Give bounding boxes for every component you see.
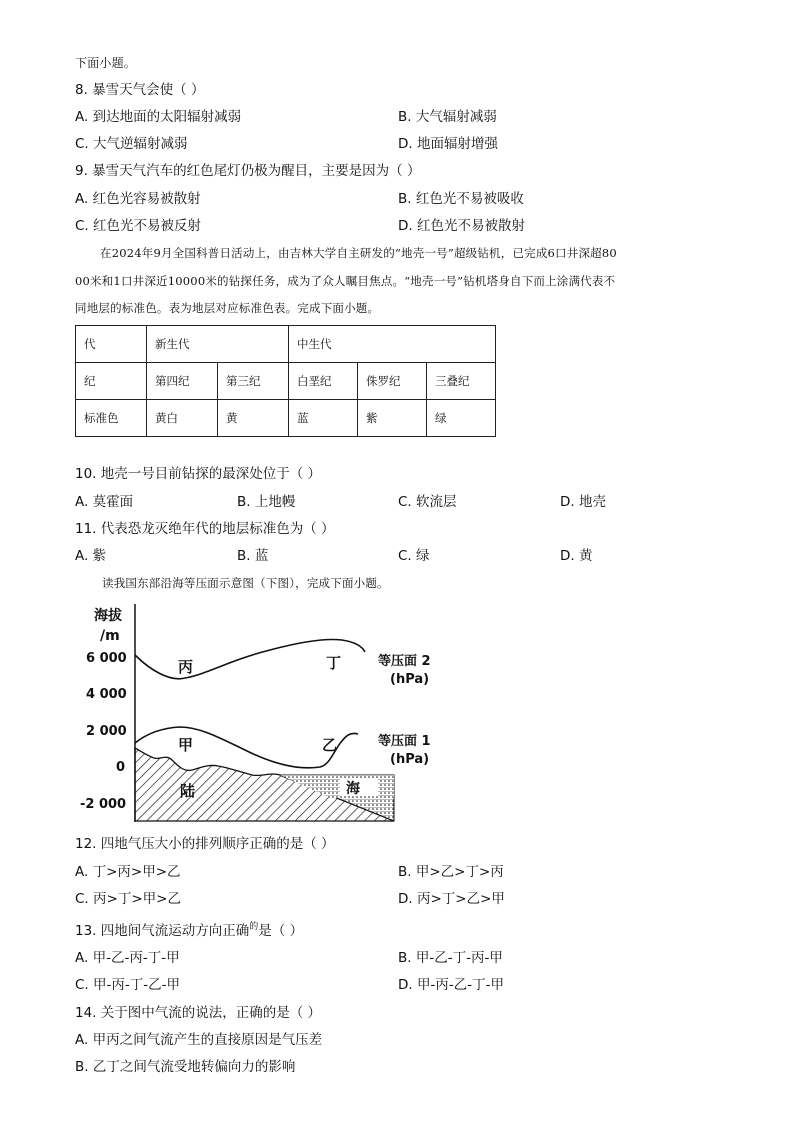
question-10-stem: 10. 地壳一号目前钻探的最深处位于（ ） [75, 466, 322, 482]
passage-2-line-2: 00米和1口井深近10000米的钻探任务，成为了众人瞩目焦点。“地壳一号”钻机塔身自下而上涂满代表不 [75, 274, 616, 288]
question-11-option-d: D. 黄 [560, 548, 593, 564]
question-14-stem: 14. 关于图中气流的说法，正确的是（ ） [75, 1005, 322, 1021]
strata-color-table [75, 325, 496, 437]
question-9-option-b: B. 红色光不易被吸收 [398, 191, 524, 207]
isobaric-surface-diagram [80, 600, 450, 828]
table-cell: 中生代 [289, 326, 496, 363]
passage-2-line-3: 同地层的标准色。表为地层对应标准色表。完成下面小题。 [75, 301, 380, 315]
table-cell: 紫 [358, 400, 427, 437]
label-surface-1-unit: (hPa) [390, 752, 430, 767]
table-cell: 绿 [427, 400, 496, 437]
question-10-option-a: A. 莫霍面 [75, 494, 134, 510]
table-cell: 新生代 [147, 326, 289, 363]
intro-tail: 下面小题。 [75, 56, 137, 70]
question-10-option-c: C. 软流层 [398, 494, 457, 510]
question-12-stem: 12. 四地气压大小的排列顺序正确的是（ ） [75, 836, 335, 852]
question-13-stem-pre: 13. 四地间气流运动方向正确 [75, 923, 250, 939]
question-13-option-c: C. 甲-丙-丁-乙-甲 [75, 977, 180, 993]
table-cell: 黄白 [147, 400, 218, 437]
question-13-option-b: B. 甲-乙-丁-丙-甲 [398, 950, 503, 966]
question-9-option-c: C. 红色光不易被反射 [75, 218, 202, 234]
question-10-option-d: D. 地壳 [560, 494, 606, 510]
label-yi: 乙 [322, 736, 338, 754]
question-13-option-d: D. 甲-丙-乙-丁-甲 [398, 977, 504, 993]
question-8-stem: 8. 暴雪天气会使（ ） [75, 82, 205, 98]
question-9-option-a: A. 红色光容易被散射 [75, 191, 201, 207]
question-8-option-a: A. 到达地面的太阳辐射减弱 [75, 109, 242, 125]
passage-3: 读我国东部沿海等压面示意图（下图），完成下面小题。 [102, 576, 389, 590]
tick-label: 2 000 [86, 724, 127, 739]
question-8-option-c: C. 大气逆辐射减弱 [75, 136, 188, 152]
tick-label: 6 000 [86, 651, 127, 666]
question-9-stem: 9. 暴雪天气汽车的红色尾灯仍极为醒目，主要是因为（ ） [75, 163, 421, 179]
question-8-option-b: B. 大气辐射减弱 [398, 109, 497, 125]
table-cell: 蓝 [289, 400, 358, 437]
question-11-option-c: C. 绿 [398, 548, 430, 564]
question-9-option-d: D. 红色光不易被散射 [398, 218, 525, 234]
passage-2-line-1: 在2024年9月全国科普日活动上，由吉林大学自主研发的“地壳一号”超级钻机，已完成6口井深超80 [100, 246, 617, 260]
table-cell: 三叠纪 [427, 363, 496, 400]
question-11-option-a: A. 紫 [75, 548, 107, 564]
table-cell: 第四纪 [147, 363, 218, 400]
table-cell: 第三纪 [218, 363, 289, 400]
tick-label: -2 000 [80, 797, 127, 812]
label-jia: 甲 [178, 736, 194, 754]
label-surface-1: 等压面 1 [378, 734, 431, 749]
label-bing: 丙 [178, 658, 194, 676]
question-14-option-b: B. 乙丁之间气流受地转偏向力的影响 [75, 1059, 296, 1075]
question-10-option-b: B. 上地幔 [237, 494, 296, 510]
question-12-option-c: C. 丙>丁>甲>乙 [75, 891, 181, 907]
table-cell: 代 [76, 326, 147, 363]
label-surface-2: 等压面 2 [378, 654, 431, 669]
question-12-option-d: D. 丙>丁>乙>甲 [398, 891, 505, 907]
axis-title-altitude: 海拔 [94, 608, 122, 624]
table-cell: 侏罗纪 [358, 363, 427, 400]
tick-label: 4 000 [86, 687, 127, 702]
tick-label: 0 [116, 760, 126, 775]
label-surface-2-unit: (hPa) [390, 672, 430, 687]
table-cell: 白垩纪 [289, 363, 358, 400]
table-row [76, 400, 496, 437]
label-ding: 丁 [326, 654, 342, 672]
question-12-option-b: B. 甲>乙>丁>丙 [398, 864, 504, 880]
question-8-option-d: D. 地面辐射增强 [398, 136, 498, 152]
table-row [76, 326, 496, 363]
axis-title-unit: /m [100, 628, 120, 644]
label-land: 陆 [180, 782, 196, 800]
table-row [76, 363, 496, 400]
table-cell: 黄 [218, 400, 289, 437]
question-11-stem: 11. 代表恐龙灭绝年代的地层标准色为（ ） [75, 521, 335, 537]
question-14-option-a: A. 甲丙之间气流产生的直接原因是气压差 [75, 1032, 323, 1048]
question-13-stem [75, 922, 303, 942]
question-13-stem-sup: 的 [249, 922, 259, 932]
table-cell: 纪 [76, 363, 147, 400]
label-sea: 海 [346, 781, 360, 797]
question-13-stem-post: 是（ ） [258, 923, 304, 939]
question-12-option-a: A. 丁>丙>甲>乙 [75, 864, 181, 880]
table-cell: 标准色 [76, 400, 147, 437]
question-11-option-b: B. 蓝 [237, 548, 269, 564]
question-13-option-a: A. 甲-乙-丙-丁-甲 [75, 950, 180, 966]
